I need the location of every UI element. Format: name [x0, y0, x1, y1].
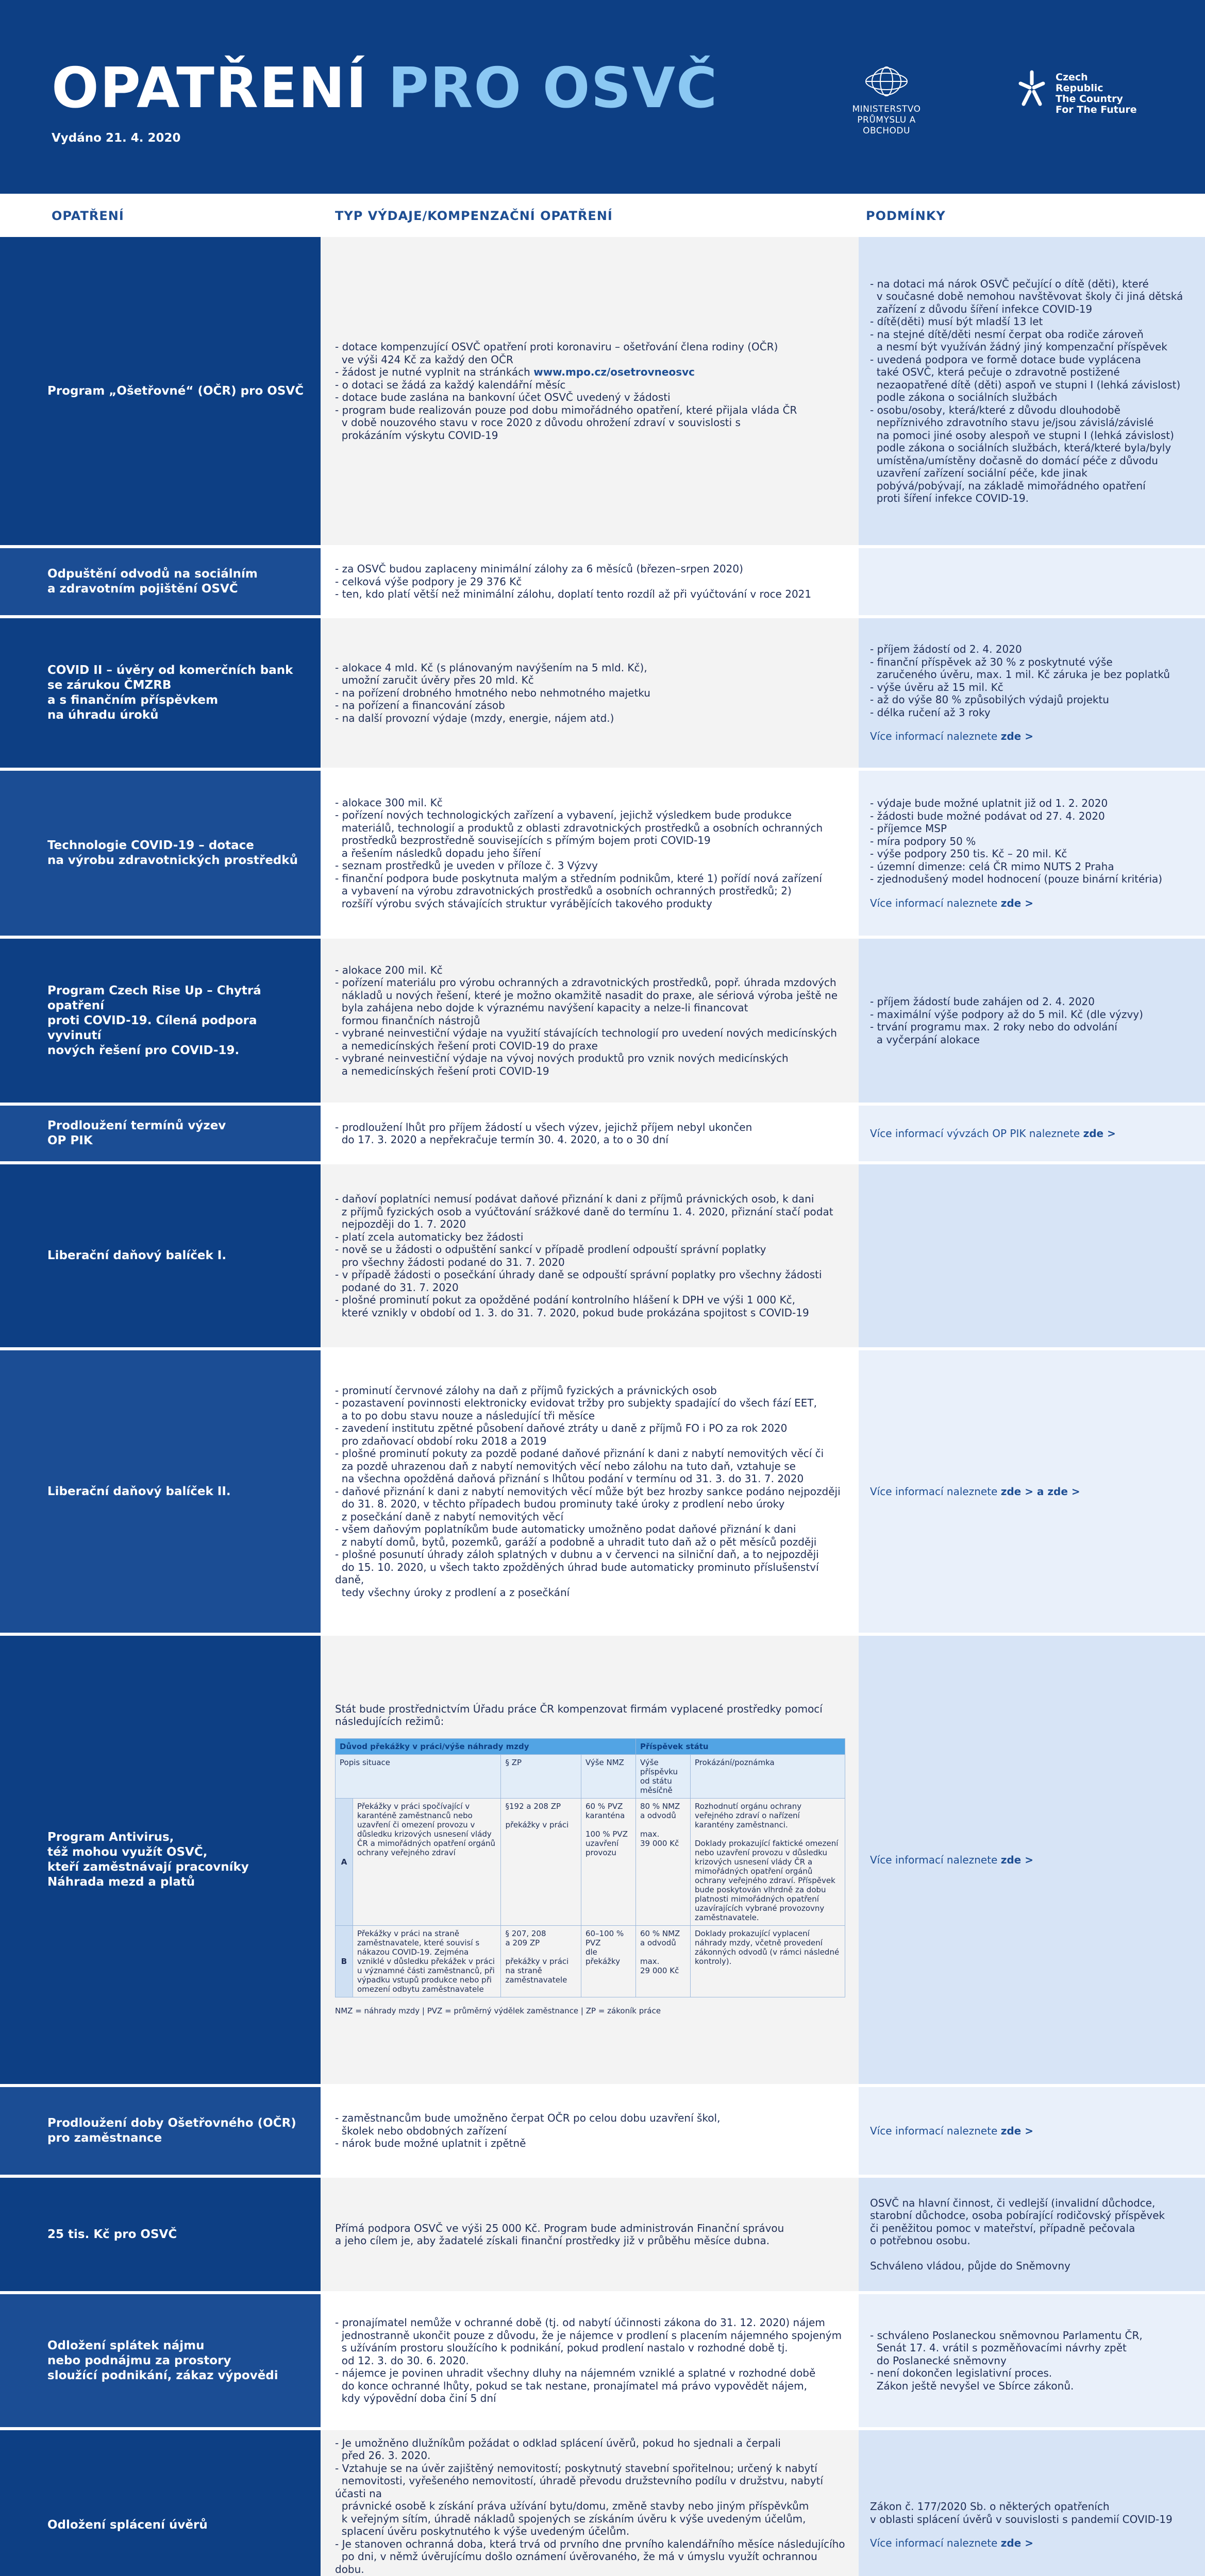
more-info-line — [870, 897, 1194, 910]
measure-item: - zavedení institutu zpětné působení daňové ztráty u daně z příjmů FO i PO za rok 2020 pro zdaňovací období roku 2018 a 2019 — [335, 1422, 788, 1447]
more-info-text: Více informací naleznete — [870, 896, 1001, 909]
measure-details — [321, 771, 859, 936]
condition-item: - zjednodušený model hodnocení (pouze binární kritéria) — [870, 873, 1163, 885]
table-subhead: Popis situace — [336, 1754, 501, 1798]
measure-name-text: Odložení splátek nájmu nebo podnájmu za prostory sloužící podnikání, zákaz výpovědi — [47, 2338, 278, 2382]
table-row — [0, 548, 1205, 615]
title-part-2: PRO OSVČ — [388, 56, 718, 121]
measure-details — [321, 1636, 859, 2084]
measure-item: - finanční podpora bude poskytnuta malým a středním podnikům, které 1) pořídí nová zařízení a vybavení na výrobu zdravotnických prostředků a osobních ochranných prostředků; 2) rozšíří výrobu svých stávajících struktur vyrábějících takového produkty — [335, 872, 822, 910]
mpo-logo — [845, 66, 928, 137]
more-info-link[interactable]: zde > — [1083, 1127, 1116, 1140]
measure-item: - na pořízení drobného hmotného nebo nehmotného majetku — [335, 686, 650, 699]
measure-item: - alokace 200 mil. Kč — [335, 963, 443, 976]
measure-item: - všem daňovým poplatníkům bude automaticky umožněno podat daňové přiznání k dani z nabytí domů, bytů, pozemků, garáží a podobně a uhradit tuto daň až o pět měsíců později — [335, 1523, 817, 1548]
column-header-conditions: PODMÍNKY — [866, 209, 946, 223]
measure-name-text: Liberační daňový balíček II. — [47, 1484, 231, 1498]
measure-item: - Je stanoven ochranná doba, která trvá od prvního dne prvního kalendářního měsíce následujícího po dni, v němž úvěrujícímu došlo oznámení úvěrovaného, že má v úmyslu využít ochrannou dobu. — [335, 2537, 845, 2575]
table-cell-nmz: 60 % PVZ karanténa 100 % PVZ uzavření provozu — [581, 1798, 635, 1925]
measure-conditions — [859, 2430, 1205, 2576]
measure-conditions — [859, 548, 1205, 615]
page-title — [52, 56, 718, 121]
measure-item: - na další provozní výdaje (mzdy, energie, nájem atd.) — [335, 711, 614, 724]
measure-item: - platí zcela automaticky bez žádosti — [335, 1230, 524, 1243]
issued-date: Vydáno 21. 4. 2020 — [52, 131, 181, 145]
measure-item: - alokace 4 mld. Kč (s plánovaným navýšením na 5 mld. Kč), umožní zaručit úvěry přes 20 mld. Kč — [335, 661, 647, 687]
more-info-text: Více informací vývzách OP PIK naleznete — [870, 1127, 1083, 1140]
condition-item: - žádosti bude možné podávat od 27. 4. 2020 — [870, 809, 1105, 822]
condition-item: - uvedená podpora ve formě dotace bude vyplácena také OSVČ, která pečuje o zdravotně postižené nezaopatřené dítě (děti) aspoň ve stupni I (lehká závislost) podle zákona o sociálních službách — [870, 353, 1181, 403]
measure-name-text: Liberační daňový balíček I. — [47, 1249, 227, 1262]
measure-conditions — [859, 618, 1205, 768]
measure-item: - alokace 300 mil. Kč — [335, 796, 443, 809]
measure-conditions — [859, 1164, 1205, 1347]
more-info-line — [870, 1854, 1194, 1867]
condition-item: - na dotaci má nárok OSVČ pečující o dítě (děti), které v současné době nemohou navštěvovat školy či jiná dětská zařízení z důvodu šíření infekce COVID-19 — [870, 277, 1183, 315]
measure-name — [0, 1350, 321, 1633]
column-header-type: TYP VÝDAJE/KOMPENZAČNÍ OPATŘENÍ — [335, 209, 613, 223]
more-info-text: Více informací naleznete — [870, 1853, 1001, 1866]
measure-name-text: Prodloužení termínů výzev OP PIK — [47, 1119, 226, 1147]
condition-item: - není dokončen legislativní proces. Zákon ještě nevyšel ve Sbírce zákonů. — [870, 2367, 1074, 2392]
condition-item: - finanční příspěvek až 30 % z poskytnuté výše zaručeného úvěru, max. 1 mil. Kč záruka je bez poplatků — [870, 655, 1170, 681]
measure-item: - prominutí červnové zálohy na daň z příjmů fyzických a právnických osob — [335, 1384, 717, 1397]
condition-item: - výše podpory 250 tis. Kč – 20 mil. Kč — [870, 848, 1067, 860]
header-banner — [0, 0, 1205, 194]
more-info-line — [870, 1127, 1194, 1140]
measure-conditions — [859, 2178, 1205, 2291]
more-info-link[interactable]: zde > — [1000, 1485, 1033, 1498]
condition-item: - územní dimenze: celá ČR mimo NUTS 2 Praha — [870, 860, 1114, 873]
condition-item: - na stejné dítě/děti nesmí čerpat oba rodiče zároveň a nesmí být využíván žádný jiný kompenzační příspěvek — [870, 328, 1167, 353]
measure-item: - Je umožněno dlužníkům požádat o odklad splácení úvěrů, pokud ho sjednali a čerpali před 26. 3. 2020. — [335, 2436, 781, 2462]
measure-details — [321, 2178, 859, 2291]
measure-name-text: Prodloužení doby Ošetřovného (OČR) pro zaměstnance — [47, 2116, 296, 2145]
measure-name — [0, 2087, 321, 2175]
measure-conditions — [859, 1350, 1205, 1633]
measure-item: - za OSVČ budou zaplaceny minimální zálohy za 6 měsíců (březen–srpen 2020) — [335, 563, 743, 575]
measure-item: - nově se u žádosti o odpuštění sankcí v případě prodlení odpouští správní poplatky pro všechny žádosti podané do 31. 7. 2020 — [335, 1243, 766, 1268]
more-info-line — [870, 2125, 1194, 2138]
measure-item: - pronajímatel nemůže v ochranné době (tj. od nabytí účinnosti zákona do 31. 12. 2020) nájem jednostranně ukončit pouze z důvodu, že je nájemce v prodlení s placením nájemného spojeným s užíváním prostoru sloužícího k podnikání, pokud prodlení nastalo v rozhodné době tj. od 12. 3. do 30. 6. 2020. — [335, 2316, 842, 2367]
measure-item: - celková výše podpory je 29 376 Kč — [335, 575, 522, 588]
measure-conditions — [859, 2087, 1205, 2175]
more-info-text: Více informací naleznete — [870, 2537, 1001, 2550]
measure-details — [321, 618, 859, 768]
more-info-line — [870, 2537, 1194, 2550]
measure-name-text: Technologie COVID-19 – dotace na výrobu zdravotnických prostředků — [47, 839, 298, 867]
czech-line-2: Republic — [1056, 82, 1103, 94]
condition-item: - osobu/osoby, která/které z důvodu dlouhodobě nepříznivého zdravotního stavu je/jsou závislá/závislé na pomoci jiné osoby alespoň ve stupni I (lehká závislost) podle zákona o sociálních službách, která/které byla/byly umístěna/umístěny dočasně do domácí péče z důvodu uzavření zařízení sociální péče, kde jinak pobývá/pobývají, na základě mimořádného opatření proti šíření infekce COVID-19. — [870, 403, 1174, 504]
table-row — [336, 1925, 845, 1997]
czech-republic-logo — [1015, 68, 1137, 115]
measure-name-text: Odložení splácení úvěrů — [47, 2518, 208, 2532]
czech-line-4: For The Future — [1056, 104, 1137, 115]
more-info-link[interactable]: zde > — [1000, 2124, 1033, 2137]
measure-name-text: Program Antivirus, též mohou využít OSVČ, kteří zaměstnávají pracovníky Náhrada mezd a platů — [47, 1831, 249, 1889]
table-cell-contribution: 60 % NMZ a odvodů max. 29 000 Kč — [635, 1925, 690, 1997]
condition-item: - příjem žádostí bude zahájen od 2. 4. 2020 — [870, 995, 1095, 1008]
table-cell-zp: § 207, 208 a 209 ZP překážky v práci na straně zaměstnavatele — [501, 1925, 581, 1997]
table-row — [336, 1798, 845, 1925]
measure-item: - seznam prostředků je uveden v příloze č. 3 Výzvy — [335, 859, 598, 872]
column-header-measure: OPATŘENÍ — [52, 209, 124, 223]
measure-item: - nárok bude možné uplatnit i zpětně — [335, 2137, 526, 2150]
table-cell-note: Doklady prokazující vyplacení náhrady mzdy, včetně provedení zákonných odvodů (v rámci následné kontroly). — [691, 1925, 845, 1997]
table-row — [0, 1164, 1205, 1347]
more-info-link[interactable]: zde > — [1000, 2537, 1033, 2550]
more-info-line — [870, 1485, 1194, 1498]
condition-item: - délka ručení až 3 roky — [870, 706, 991, 719]
condition-item: - míra podpory 50 % — [870, 835, 976, 848]
table-cell-desc: Překážky v práci spočívající v karanténě zaměstnanců nebo uzavření či omezení provozu v důsledku krizových usnesení vlády ČR a mimořádných opatření orgánů ochrany veřejného zdraví — [353, 1798, 501, 1925]
measure-name-text: COVID II – úvěry od komerčních bank se zárukou ČMZRB a s finančním příspěvkem na úhradu úroků — [47, 664, 293, 722]
more-info-text: Více informací naleznete — [870, 1485, 1001, 1498]
table-row — [0, 2430, 1205, 2576]
czech-line-1: Czech — [1056, 72, 1088, 83]
measure-conditions — [859, 237, 1205, 545]
table-row — [0, 2087, 1205, 2175]
measure-item: - pořízení nových technologických zařízení a vybavení, jejichž výsledkem bude produkce materiálů, technologií a produktů z oblasti zdravotnických prostředků a osobních ochranných prostředků bezprostředně souvisejících s přímým bojem proti COVID-19 a řešením následků dopadu jeho šíření — [335, 809, 823, 859]
measure-conditions — [859, 2294, 1205, 2427]
title-part-1: OPATŘENÍ — [52, 56, 368, 121]
measure-item: - dotace bude zaslána na bankovní účet OSVČ uvedený v žádosti — [335, 391, 671, 403]
table-cell-desc: Překážky v práci na straně zaměstnavatele, které souvisí s nákazou COVID-19. Zejména vzniklé v důsledku překážek v práci u významné části zaměstnanců, při výpadku vstupů produkce nebo při omezení odbytu zaměstnavatele — [353, 1925, 501, 1997]
table-row — [0, 1106, 1205, 1161]
table-cell-contribution: 80 % NMZ a odvodů max. 39 000 Kč — [635, 1798, 690, 1925]
measure-name — [0, 618, 321, 768]
measure-item: - vybrané neinvestiční výdaje na vývoj nových produktů pro vznik nových medicínských a nemedicínských řešení proti COVID-19 — [335, 1052, 789, 1077]
condition-item: OSVČ na hlavní činnost, či vedlejší (invalidní důchodce, starobní důchodce, osoba pobírající rodičovský příspěvek či peněžitou pomoc v mateřství, případně pečovala o potřebnou osobu. — [870, 2196, 1165, 2247]
measure-name — [0, 2178, 321, 2291]
table-row — [0, 1636, 1205, 2084]
measure-name-text: Odpuštění odvodů na sociálním a zdravotním pojištění OSVČ — [47, 567, 258, 596]
table-row — [0, 2178, 1205, 2291]
table-row — [0, 2294, 1205, 2427]
measure-name — [0, 1636, 321, 2084]
antivirus-intro: Stát bude prostřednictvím Úřadu práce ČR kompenzovat firmám vyplacené prostředky pomocí následujících režimů: — [335, 1702, 823, 1728]
table-subhead: § ZP — [501, 1754, 581, 1798]
measure-item: - vybrané neinvestiční výdaje na využití stávajících technologií pro uvedení nových medicínských a nemedicínských řešení proti COVID-19 do praxe — [335, 1027, 837, 1052]
measure-name — [0, 2430, 321, 2576]
table-head-left: Důvod překážky v práci/výše náhrady mzdy — [336, 1738, 636, 1754]
measure-name — [0, 1164, 321, 1347]
measure-details — [321, 1164, 859, 1347]
measure-conditions — [859, 939, 1205, 1103]
measure-details — [321, 548, 859, 615]
measure-item: - pořízení materiálu pro výrobu ochranných a zdravotnických prostředků, popř. úhrada mzdových nákladů u nových řešení, které je možno okamžitě nasadit do praxe, ale sériová výroba ještě ne byla zahájena nebo dojde k výraznému navýšení kapacity a nelze-li financovat formou finančních nástrojů — [335, 976, 838, 1027]
more-info-link[interactable]: zde > — [1000, 1853, 1033, 1866]
measure-item: - zaměstnancům bude umožněno čerpat OČR po celou dobu uzavření škol, školek nebo obdobných zařízení — [335, 2112, 721, 2137]
condition-item: - maximální výše podpory až do 5 mil. Kč (dle výzvy) — [870, 1008, 1143, 1021]
measure-item: - dotace kompenzující OSVČ opatření proti koronaviru – ošetřování člena rodiny (OČR) ve výši 424 Kč za každý den OČR — [335, 341, 778, 366]
condition-item: - dítě(děti) musí být mladší 13 let — [870, 315, 1043, 328]
measure-conditions — [859, 1636, 1205, 2084]
measure-conditions — [859, 771, 1205, 936]
measure-item: - žádost je nutné vyplnit na stránkách www.mpo.cz/osetrovneosvc — [335, 366, 695, 378]
mpo-line-1: MINISTERSTVO — [852, 104, 921, 114]
measure-item: - o dotaci se žádá za každý kalendářní měsíc — [335, 378, 566, 391]
measure-item: - plošné posunutí úhrady záloh splatných v dubnu a v červenci na silniční daň, a to nejpozději do 15. 10. 2020, u všech takto zpožděných úhrad bude automaticky prominuto příslušenství daně, tedy všechny úroky z prodlení a z posečkání — [335, 1548, 819, 1599]
measure-name-text: 25 tis. Kč pro OSVČ — [47, 2227, 177, 2241]
table-row-label: A — [336, 1798, 353, 1925]
measure-item: - Vztahuje se na úvěr zajištěný nemovitostí; poskytnutý stavební spořitelnou; určený k nabytí nemovitosti, vyřešeného nemovitostí, úhradě převodu družstevního podílu v družstvu, nabytí účasti na právnické osobě k získání práva užívání bytu/domu, změně stavby nebo jiným příspěvkům k veřejným sítím, úhradě nákladů spojených se získáním úvěru k výše uvedeným účelům, splacení úvěru poskytnutého k výše uvedeným účelům. — [335, 2462, 824, 2537]
measure-name — [0, 2294, 321, 2427]
table-row — [0, 939, 1205, 1103]
measure-item: - na pořízení a financování zásob — [335, 699, 505, 712]
table-legend: NMZ = náhrady mzdy | PVZ = průměrný výdělek zaměstnance | ZP = zákoník práce — [335, 2006, 661, 2015]
measure-details — [321, 939, 859, 1103]
measure-details — [321, 2430, 859, 2576]
measure-item: - daňové přiznání k dani z nabytí nemovitých věcí může být bez hrozby sankce podáno nejpozději do 31. 8. 2020, v těchto případech budou prominuty také úroky z prodlení nebo úroky z posečkání daně z nabytí nemovitých věcí — [335, 1485, 841, 1523]
czech-star-icon — [1015, 68, 1048, 109]
table-row — [0, 771, 1205, 936]
measure-item: - plošné prominutí pokuty za pozdě podané daňové přiznání k dani z nabytí nemovitých věcí či za pozdě uhrazenou daň z nabytí nemovitých věcí nebo zálohu na tuto daň, vztahuje se na všechna opožděná daňová přiznání s lhůtou podání v termínu od 31. 3. do 31. 7. 2020 — [335, 1447, 824, 1485]
condition-item: - výdaje bude možné uplatnit již od 1. 2. 2020 — [870, 797, 1108, 809]
more-info-link[interactable]: zde > — [1000, 896, 1033, 909]
measure-details — [321, 1350, 859, 1633]
measure-name — [0, 939, 321, 1103]
table-cell-zp: §192 a 208 ZP překážky v práci — [501, 1798, 581, 1925]
more-info-link-2[interactable]: a zde > — [1033, 1485, 1080, 1498]
measure-details — [321, 2087, 859, 2175]
measure-item: - v případě žádosti o posečkání úhrady daně se odpouští správní poplatky pro všechny žádosti podané do 31. 7. 2020 — [335, 1268, 822, 1294]
table-row — [0, 618, 1205, 768]
measure-item: - daňoví poplatníci nemusí podávat daňové přiznání k dani z příjmů právnických osob, k dani z příjmů fyzických osob a vyúčtování srážkové daně do termínu 1. 4. 2020, přiznání stačí podat nejpozději do 1. 7. 2020 — [335, 1193, 833, 1230]
condition-item: Schváleno vládou, půjde do Sněmovny — [870, 2260, 1070, 2272]
table-row — [0, 1350, 1205, 1633]
condition-item: - schváleno Poslaneckou sněmovnou Parlamentu ČR, Senát 17. 4. vrátil s pozměňovacími návrhy zpět do Poslanecké sněmovny — [870, 2329, 1143, 2367]
measure-conditions — [859, 1106, 1205, 1161]
measure-item: - program bude realizován pouze pod dobu mimořádného opatření, které přijala vláda ČR v době nouzového stavu v roce 2020 z důvodu ohrožení zdraví v souvislosti s prokázáním výskytu COVID-19 — [335, 403, 797, 442]
mpo-emblem-icon — [863, 66, 910, 97]
table-subhead: Výše příspěvku od státu měsíčně — [635, 1754, 690, 1798]
condition-item: Zákon č. 177/2020 Sb. o některých opatřeních v oblasti splácení úvěrů v souvislosti s pandemií COVID-19 — [870, 2500, 1173, 2526]
mpo-line-2: PRŮMYSLU A OBCHODU — [857, 115, 916, 136]
table-row-label: B — [336, 1925, 353, 1997]
table-head-right: Příspěvek státu — [635, 1738, 845, 1754]
measure-name-text: Program Czech Rise Up – Chytrá opatření proti COVID-19. Cílená podpora vyvinutí nových řešení pro COVID-19. — [47, 984, 261, 1057]
measure-name-text: Program „Ošetřovné“ (OČR) pro OSVČ — [47, 384, 304, 398]
condition-item — [870, 2247, 1194, 2260]
czech-line-3: The Country — [1056, 93, 1123, 105]
measure-name — [0, 548, 321, 615]
measure-item: - ten, kdo platí větší než minimální zálohu, doplatí tento rozdíl až při vyúčtování v roce 2021 — [335, 588, 812, 601]
measure-item: - pozastavení povinnosti elektronicky evidovat tržby pro subjekty spadající do všech fází EET, a to po dobu stavu nouze a následující tři měsíce — [335, 1397, 817, 1422]
measure-item: - plošné prominutí pokut za opožděné podání kontrolního hlášení k DPH ve výši 1 000 Kč, které vznikly v období od 1. 3. do 31. 7. 2020, pokud bude prokázána spojitost s COVID-19 — [335, 1294, 809, 1319]
measure-name — [0, 1106, 321, 1161]
table-subhead: Výše NMZ — [581, 1754, 635, 1798]
antivirus-table — [335, 1738, 845, 1997]
measures-table — [0, 237, 1205, 2576]
measure-details — [321, 237, 859, 545]
condition-item: - až do výše 80 % způsobilých výdajů projektu — [870, 693, 1109, 706]
more-info-text: Více informací naleznete — [870, 2124, 1001, 2137]
more-info-line — [870, 730, 1194, 743]
condition-item: - příjemce MSP — [870, 822, 947, 835]
table-cell-note: Rozhodnutí orgánu ochrany veřejného zdraví o nařízení karantény zaměstnanci. Doklady prokazující faktické omezení nebo uzavření provozu v důsledku krizových usnesení vlády ČR a mimořádných opatření orgánů ochrany veřejného zdraví. Příspěvek bude poskytován vlhrdně za dobu platnosti mimořádných opatření uzavírajících vybrané provozovny zaměstnavatele. — [691, 1798, 845, 1925]
more-info-link[interactable]: zde > — [1000, 730, 1033, 743]
table-subhead: Prokázání/poznámka — [691, 1754, 845, 1798]
measure-name — [0, 237, 321, 545]
more-info-text: Více informací naleznete — [870, 730, 1001, 743]
measure-details — [321, 2294, 859, 2427]
mpo-osetrovne-link[interactable]: www.mpo.cz/osetrovneosvc — [533, 366, 695, 378]
measure-details — [321, 1106, 859, 1161]
condition-item: - trvání programu max. 2 roky nebo do odvolání a vyčerpání alokace — [870, 1021, 1117, 1046]
table-row — [0, 237, 1205, 545]
condition-item: - příjem žádostí od 2. 4. 2020 — [870, 643, 1022, 656]
measure-item: - prodloužení lhůt pro příjem žádostí u všech výzev, jejichž příjem nebyl ukončen do 17. 3. 2020 a nepřekračuje termín 30. 4. 2020, a to o 30 dní — [335, 1121, 752, 1146]
measure-name — [0, 771, 321, 936]
measure-item: - nájemce je povinen uhradit všechny dluhy na nájemném vzniklé a splatné v rozhodné době do konce ochranné lhůty, pokud se tak nestane, pronajímatel má právo vypovědět nájem, kdy výpovědní doba činí 5 dní — [335, 2367, 816, 2405]
table-cell-nmz: 60–100 % PVZ dle překážky — [581, 1925, 635, 1997]
condition-item: - výše úvěru až 15 mil. Kč — [870, 681, 1003, 693]
measure-item: Přímá podpora OSVČ ve výši 25 000 Kč. Program bude administrován Finanční správou a jeho cílem je, aby žadatelé získali finanční prostředky již v průběhu měsíce dubna. — [335, 2222, 784, 2247]
